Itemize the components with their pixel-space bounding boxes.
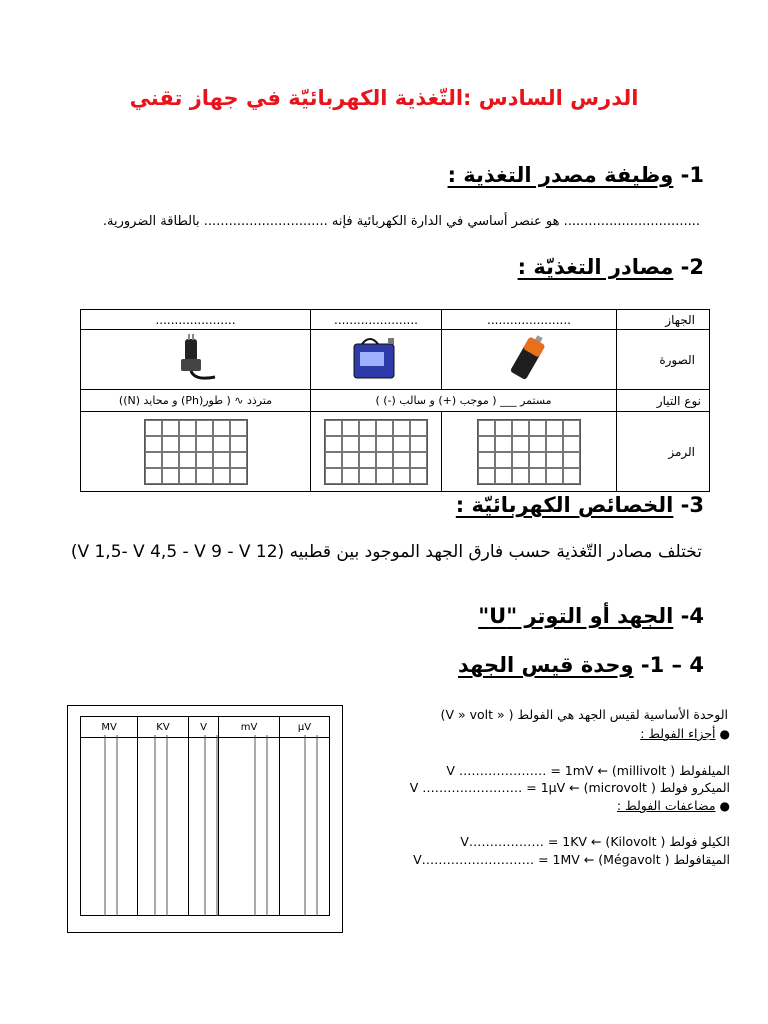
units-header: KV (138, 717, 189, 738)
section41-title: وحدة قيس الجهد (458, 653, 634, 677)
symbol-cell-battery (442, 412, 617, 492)
units-subdivisions (80, 735, 330, 916)
section2-title: مصادر التغذيّة : (517, 255, 674, 279)
section41-heading (458, 653, 704, 677)
battery-cell-icon (503, 331, 555, 385)
current-type-ac: مترذد ∿ ( طور(Ph) و محايد (N)) (81, 390, 311, 412)
parts-title-row (640, 726, 730, 741)
microvolt-line: الميكرو فولط ( microvolt) ← V …………………… = 1µV (409, 780, 730, 795)
symbol-grid (477, 419, 581, 485)
symbol-cell-box (311, 412, 442, 492)
section3-heading (456, 493, 704, 517)
row-label-symbol: الرمز (617, 412, 710, 492)
device-cell-box (311, 310, 442, 330)
symbol-grid (144, 419, 248, 485)
plug-icon (171, 333, 221, 383)
section1-number: 1- (680, 163, 704, 187)
battery-box-icon (348, 332, 404, 384)
bullet-icon: ● (719, 727, 730, 741)
megavolt-line: الميقافولط ( Mégavolt) ← V……………………… = 1MV (413, 852, 730, 867)
section1-title: وظيفة مصدر التغذية : (447, 163, 674, 187)
section2-number: 2- (680, 255, 704, 279)
image-cell-plug (81, 330, 311, 390)
millivolt-line: الميلفولط ( millivolt) ← V ………………… = 1mV (446, 763, 730, 778)
power-sources-table (80, 309, 710, 492)
image-cell-battery (442, 330, 617, 390)
symbol-cell-ac (81, 412, 311, 492)
multiples-title-row (617, 798, 730, 813)
section1-heading (448, 163, 704, 187)
parts-title: أجزاء الفولط : (640, 726, 716, 741)
blank: ...................... (334, 312, 418, 327)
units-header: mV (219, 717, 280, 738)
row-label-current: نوع التيار (617, 390, 710, 412)
units-header: V (188, 717, 218, 738)
section2-heading (518, 255, 704, 279)
section1-sentence: ................................. هو عنصر أساسي في الدارة الكهربائية فإنه .............................. بالطاقة الضرورية. (102, 214, 700, 229)
current-type-dc: مستمر ___ ( موجب (+) و سالب (-) ) (311, 390, 617, 412)
units-header: µV (279, 717, 329, 738)
symbol-grid (324, 419, 428, 485)
blank: ..................... (155, 312, 236, 327)
section4-number: 4- (680, 604, 704, 628)
section3-number: 3- (680, 493, 704, 517)
device-cell-battery (442, 310, 617, 330)
row-label-image: الصورة (617, 330, 710, 390)
device-cell-ac (81, 310, 311, 330)
units-base-text: الوحدة الأساسية لقيس الجهد هي الفولط ( « V » volt) (440, 707, 728, 722)
image-cell-box (311, 330, 442, 390)
bullet-icon: ● (719, 799, 730, 813)
kilovolt-line: الكيلو فولط ( Kilovolt) ← V……………… = 1KV (460, 834, 730, 849)
units-header: MV (81, 717, 138, 738)
page-title: الدرس السادس :التّغذية الكهربائيّة في جهاز تقني (129, 86, 639, 110)
blank: ...................... (487, 312, 571, 327)
row-label-device: الجهاز (617, 310, 710, 330)
section4-title: الجهد أو التوتر "U" (478, 604, 674, 628)
section3-title: الخصائص الكهربائيّة : (455, 493, 674, 517)
section41-number: 4 – 1- (640, 653, 704, 677)
section4-heading (478, 604, 704, 628)
section3-text: تختلف مصادر التّغذية حسب فارق الجهد الموجود بين قطبيه (V 1,5- V 4,5 - V 9 - V 12) (70, 542, 702, 562)
multiples-title: مضاعفات الفولط : (616, 798, 716, 813)
